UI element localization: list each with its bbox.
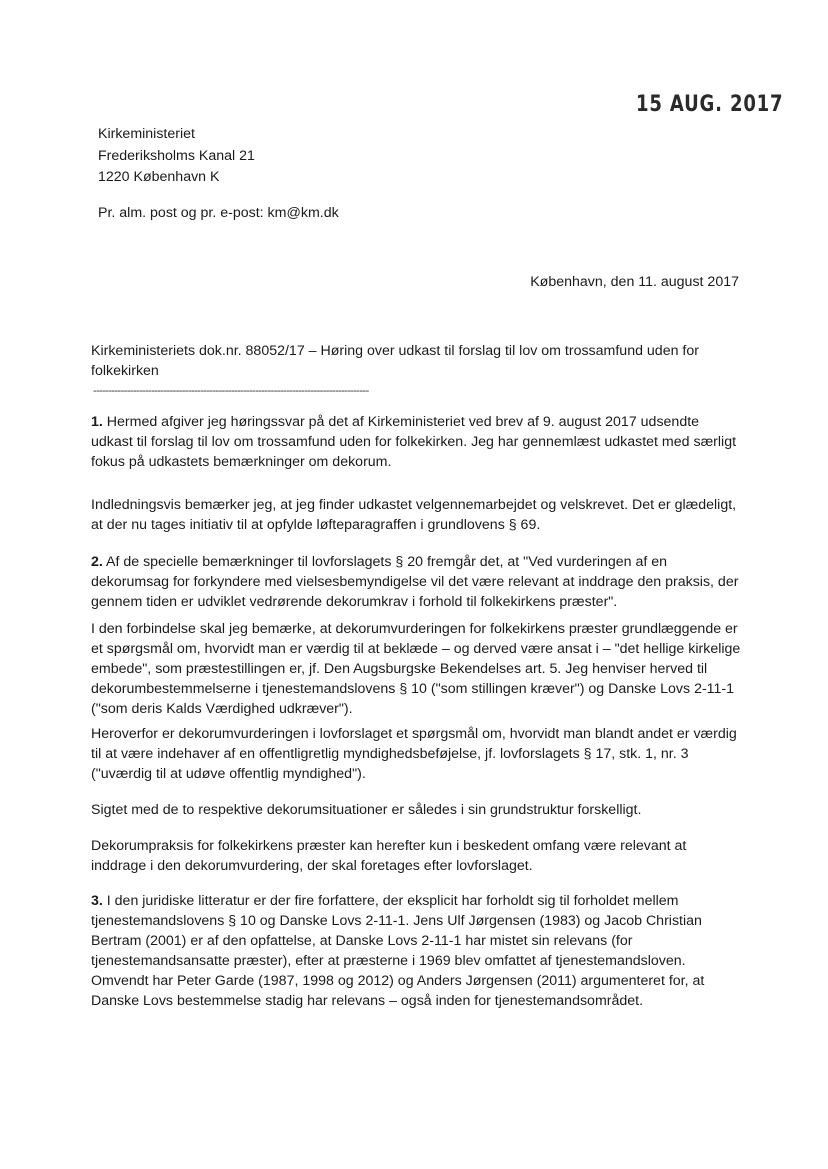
delivery-method: Pr. alm. post og pr. e-post: km@km.dk xyxy=(98,205,339,221)
paragraph-2-d xyxy=(91,800,741,820)
paragraph-text: Hermed afgiver jeg høringssvar på det af Kirkeministeriet ved brev af 9. august 2017 udsendte udkast til forslag til lov om trossamfund uden for folkekirken. Jeg har gennemlæst udkastet med særligt fokus på udkastets bemærkninger om dekorum. xyxy=(91,414,737,470)
paragraph-text: Af de specielle bemærkninger til lovforslagets § 20 fremgår det, at "Ved vurderingen af en dekorumsag for forkyndere med vielsesbemyndigelse vil det være relevant at inddrage den praksis, der gennem tiden er udviklet vedrørende dekorumkrav i forhold til folkekirkens præster". xyxy=(91,554,739,610)
recipient-city: 1220 København K xyxy=(98,169,220,185)
paragraph-intro xyxy=(91,495,741,535)
recipient-name: Kirkeministeriet xyxy=(98,126,195,142)
recipient-street: Frederiksholms Kanal 21 xyxy=(98,147,255,164)
paragraph-number: 1. xyxy=(91,414,103,430)
paragraph-2-b xyxy=(91,619,741,719)
received-date-stamp: 15 AUG. 2017 xyxy=(636,92,784,117)
paragraph-2 xyxy=(91,552,741,612)
paragraph-text: Sigtet med de to respektive dekorumsituationer er således i sin grundstruktur forskelligt. xyxy=(91,802,642,818)
paragraph-text: I den juridiske litteratur er der fire forfattere, der eksplicit har forholdt sig til forholdet mellem tjenestemandslovens § 10 og Danske Lovs 2-11-1. Jens Ulf Jørgensen (1983) og Jacob Christian Bertram (2001) er af den opfattelse, at Danske Lovs 2-11-1 har mistet sin relevans (for tjenestemandsansatte præster), efter at præsterne i 1969 blev omfattet af tjenestemandsloven. Omvendt har Peter Garde (1987, 1998 og 2012) og Anders Jørgensen (2011) argumenteret for, at Danske Lovs bestemmelse stadig har relevans – også inden for tjenestemandsområdet. xyxy=(91,893,705,1009)
subject-underline: ------------------------------------------------------------------------------------------ xyxy=(93,385,369,397)
paragraph-number: 3. xyxy=(91,893,103,909)
paragraph-2-e xyxy=(91,836,741,876)
paragraph-text: Heroverfor er dekorumvurderingen i lovforslaget et spørgsmål om, hvorvidt man blandt andet er værdig til at være indehaver af en offentligretlig myndighedsbeføjelse, jf. lovforslagets § 17, stk. 1, nr. 3 ("uværdig til at udøve offentlig myndighed"). xyxy=(91,726,737,782)
paragraph-3 xyxy=(91,891,741,1011)
paragraph-2-c xyxy=(91,724,741,784)
recipient-address xyxy=(98,124,255,189)
paragraph-text: Dekorumpraksis for folkekirkens præster kan herefter kun i beskedent omfang være relevant at inddrage i den dekorumvurdering, der skal foretages efter lovforslaget. xyxy=(91,838,687,874)
paragraph-text: Indledningsvis bemærker jeg, at jeg finder udkastet velgennemarbejdet og velskrevet. Det er glædeligt, at der nu tages initiativ til at opfylde løfteparagraffen i grundlovens § 69. xyxy=(91,497,737,533)
paragraph-text: I den forbindelse skal jeg bemærke, at dekorumvurderingen for folkekirkens præster grundlæggende er et spørgsmål om, hvorvidt man er værdig til at beklæde – og derved være ansat i – "det hellige kirkelige embede", som præstestillingen er, jf. Den Augsburgske Bekendelses art. 5. Jeg henviser herved til dekorumbestemmelserne i tjenestemandslovens § 10 ("som stillingen kræver") og Danske Lovs 2-11-1 ("som deris Kalds Værdighed udkræver"). xyxy=(91,621,741,717)
paragraph-1 xyxy=(91,412,741,472)
subject-line: Kirkeministeriets dok.nr. 88052/17 – Høring over udkast til forslag til lov om trossamfund uden for folkekirken xyxy=(91,343,699,379)
paragraph-number: 2. xyxy=(91,554,103,570)
place-and-date: København, den 11. august 2017 xyxy=(530,274,739,290)
